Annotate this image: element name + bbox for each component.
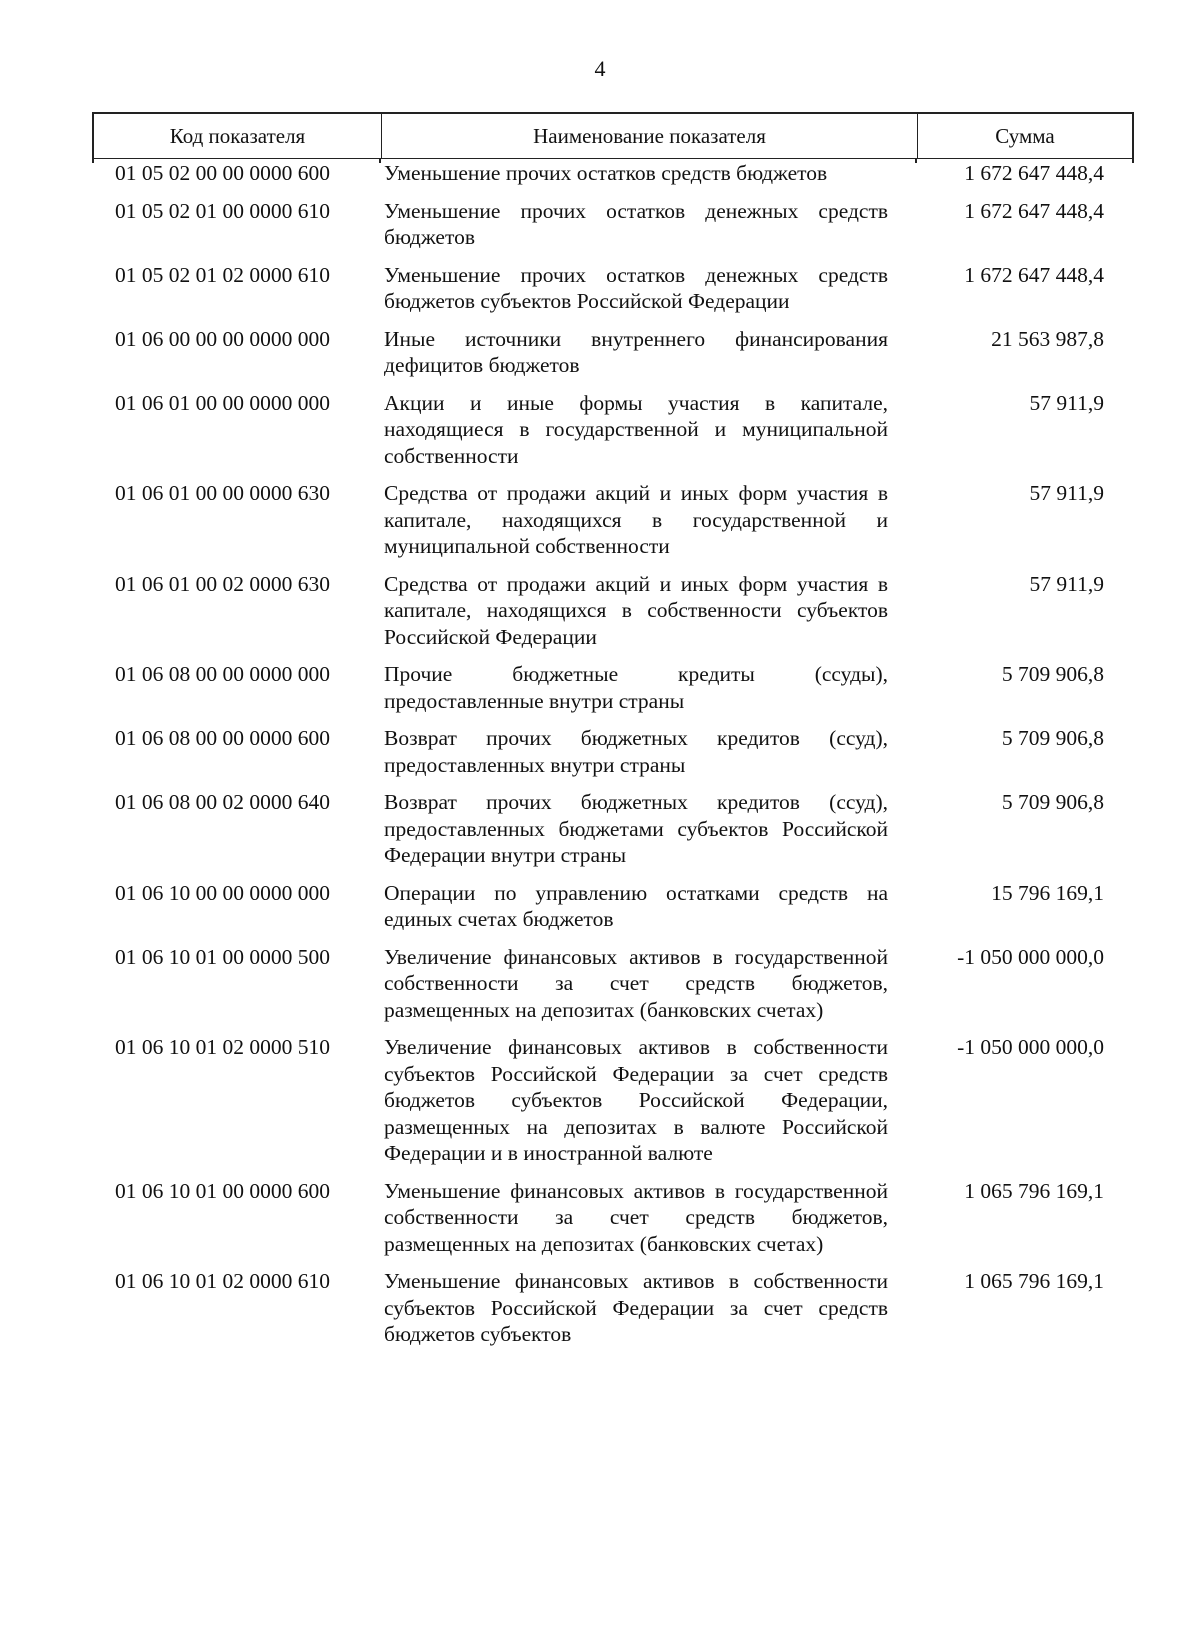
row-sum: 1 065 796 169,1 <box>964 1269 1104 1293</box>
row-name: Уменьшение прочих остатков денежных средств бюджетов субъектов Российской Федерации <box>384 262 888 313</box>
row-code: 01 06 10 00 00 0000 000 <box>115 880 330 905</box>
row-code: 01 06 10 01 00 0000 600 <box>115 1178 330 1203</box>
row-sum: 57 911,9 <box>1029 390 1104 415</box>
row-name: Акции и иные формы участия в капитале, находящиеся в государственной и муниципальной собственности <box>384 390 888 468</box>
row-name: Операции по управлению остатками средств на единых счетах бюджетов <box>384 880 888 931</box>
row-code: 01 06 01 00 00 0000 630 <box>115 481 330 505</box>
row-code: 01 05 02 00 00 0000 600 <box>115 161 330 185</box>
row-sum: 57 911,9 <box>1029 571 1104 596</box>
table-row <box>92 880 1134 944</box>
table-row <box>92 1268 1134 1359</box>
header-name: Наименование показателя <box>382 114 918 158</box>
table-row <box>92 789 1134 880</box>
row-name: Возврат прочих бюджетных кредитов (ссуд), предоставленных бюджетами субъектов Российской Федерации внутри страны <box>384 790 888 867</box>
row-name: Иные источники внутреннего финансирования дефицитов бюджетов <box>384 326 888 377</box>
header-sum: Сумма <box>995 123 1055 148</box>
row-name: Уменьшение финансовых активов в собственности субъектов Российской Федерации за счет средств бюджетов субъектов <box>384 1269 888 1346</box>
table-row <box>92 198 1134 262</box>
row-name: Прочие бюджетные кредиты (ссуды), предоставленные внутри страны <box>384 662 888 713</box>
table-header <box>92 112 1134 159</box>
row-code: 01 06 10 01 02 0000 610 <box>115 1269 330 1293</box>
row-name: Возврат прочих бюджетных кредитов (ссуд), предоставленных внутри страны <box>384 726 888 777</box>
row-code: 01 05 02 01 02 0000 610 <box>115 262 330 287</box>
row-sum: 5 709 906,8 <box>1001 790 1104 814</box>
table-row <box>92 944 1134 1035</box>
row-code: 01 06 08 00 02 0000 640 <box>115 790 330 814</box>
row-code: 01 06 01 00 02 0000 630 <box>115 571 330 596</box>
row-code: 01 06 08 00 00 0000 600 <box>115 726 330 750</box>
row-code: 01 06 01 00 00 0000 000 <box>115 390 330 415</box>
row-sum: 1 672 647 448,4 <box>964 161 1104 185</box>
page-number: 4 <box>594 56 606 81</box>
row-sum: 1 065 796 169,1 <box>964 1178 1104 1203</box>
row-name: Средства от продажи акций и иных форм участия в капитале, находящихся в государственной и муниципальной собственности <box>384 481 888 558</box>
table-row <box>92 725 1134 789</box>
row-name: Увеличение финансовых активов в собственности субъектов Российской Федерации за счет средств бюджетов субъектов Российской Федерации, размещенных на депозитах в валюте Российской Федерации и в иностранной валюте <box>384 1035 888 1165</box>
row-sum: -1 050 000 000,0 <box>957 1035 1104 1059</box>
table-row <box>92 571 1134 662</box>
row-sum: 1 672 647 448,4 <box>964 262 1104 287</box>
table-row <box>92 1178 1134 1269</box>
row-sum: 5 709 906,8 <box>1001 662 1104 686</box>
table-row <box>92 480 1134 571</box>
row-code: 01 05 02 01 00 0000 610 <box>115 198 330 223</box>
row-sum: 1 672 647 448,4 <box>964 198 1104 223</box>
table-body <box>92 160 1134 1359</box>
row-sum: 57 911,9 <box>1029 481 1104 505</box>
row-code: 01 06 10 01 00 0000 500 <box>115 944 330 969</box>
table-row <box>92 326 1134 390</box>
table-row <box>92 1034 1134 1178</box>
row-sum: 5 709 906,8 <box>1001 726 1104 750</box>
row-name: Уменьшение финансовых активов в государственной собственности за счет средств бюджетов, размещенных на депозитах (банковских счетах) <box>384 1178 888 1256</box>
row-name: Уменьшение прочих остатков средств бюджетов <box>384 161 828 185</box>
row-sum: 21 563 987,8 <box>991 326 1104 351</box>
table-row <box>92 262 1134 326</box>
table-row <box>92 661 1134 725</box>
row-code: 01 06 00 00 00 0000 000 <box>115 326 330 351</box>
row-sum: 15 796 169,1 <box>991 880 1104 905</box>
table-row <box>92 390 1134 481</box>
row-name: Уменьшение прочих остатков денежных средств бюджетов <box>384 198 888 249</box>
header-code: Код показателя <box>94 114 382 158</box>
row-name: Средства от продажи акций и иных форм участия в капитале, находящихся в собственности субъектов Российской Федерации <box>384 571 888 649</box>
row-name: Увеличение финансовых активов в государственной собственности за счет средств бюджетов, размещенных на депозитах (банковских счетах) <box>384 944 888 1022</box>
row-code: 01 06 08 00 00 0000 000 <box>115 662 330 686</box>
table-row <box>92 160 1134 198</box>
row-code: 01 06 10 01 02 0000 510 <box>115 1035 330 1059</box>
row-sum: -1 050 000 000,0 <box>957 944 1104 969</box>
